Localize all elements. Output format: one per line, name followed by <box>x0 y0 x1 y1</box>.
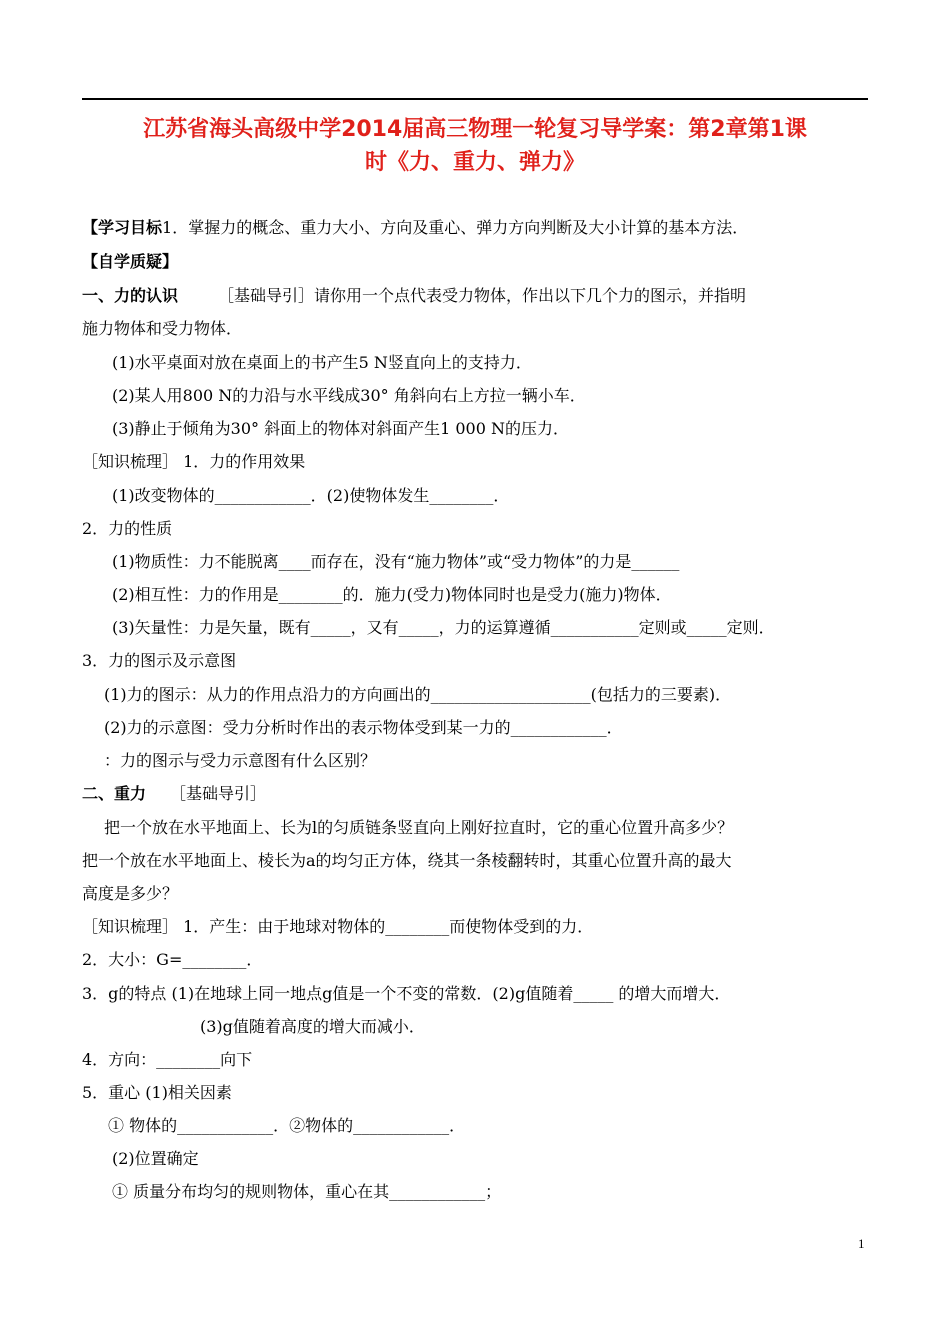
gravity-3b: (3)g值随着高度的增大而减小． <box>200 1017 425 1036</box>
gravity-1: ［知识梳理］ 1．产生：由于地球对物体的________而使物体受到的力． <box>82 917 594 936</box>
knowledge-2-item3: (3)矢量性：力是矢量，既有_____，又有_____，力的运算遵循___________定则或_____定则． <box>112 618 775 637</box>
knowledge-3-question: ：力的图示与受力示意图有什么区别？ <box>104 751 377 770</box>
header-rule <box>82 98 868 100</box>
document-title-line1: 江苏省海头高级中学2014届高三物理一轮复习导学案：第2章第1课 <box>143 117 807 142</box>
gravity-5c: ① 质量分布均匀的规则物体，重心在其____________； <box>112 1182 502 1201</box>
sec2-tag: ［基础导引］ <box>170 784 267 803</box>
knowledge-2-item2: (2)相互性：力的作用是________的．施力(受力)物体同时也是受力(施力)物体． <box>112 585 672 604</box>
knowledge-2: 2．力的性质 <box>82 519 173 538</box>
goal-label: 【学习目标 <box>82 218 163 237</box>
gravity-5a: ① 物体的____________．②物体的____________． <box>108 1116 466 1135</box>
sec2-paragraph-2: 把一个放在水平地面上、棱长为a的均匀正方体，绕其一条棱翻转时，其重心位置升高的最大 <box>82 851 732 870</box>
sec1-intro2: 施力物体和受力物体． <box>82 319 243 338</box>
sec2-heading: 二、重力 <box>82 784 147 803</box>
sec1-item3: (3)静止于倾角为30° 斜面上的物体对斜面产生1 000 N的压力． <box>112 419 570 438</box>
sec2-paragraph-1: 把一个放在水平地面上、长为l的匀质链条竖直向上刚好拉直时，它的重心位置升高多少？ <box>104 818 734 837</box>
gravity-5b: (2)位置确定 <box>112 1149 199 1168</box>
document-title-line2: 时《力、重力、弹力》 <box>364 150 585 175</box>
knowledge-3: 3．力的图示及示意图 <box>82 651 237 670</box>
page-number: 1 <box>858 1236 865 1251</box>
knowledge-1: ［知识梳理］ 1．力的作用效果 <box>82 452 306 471</box>
knowledge-3-item2: (2)力的示意图：受力分析时作出的表示物体受到某一力的____________． <box>104 718 623 737</box>
gravity-3: 3．g的特点 (1)在地球上同一地点g值是一个不变的常数．(2)g值随着_____ 的增大而增大． <box>82 984 731 1003</box>
sec1-line <box>82 285 746 307</box>
knowledge-1-items: (1)改变物体的____________．(2)使物体发生________． <box>112 486 510 505</box>
sec1-item1: (1)水平桌面对放在桌面上的书产生5 N竖直向上的支持力． <box>112 353 532 372</box>
selfstudy-label: 【自学质疑】 <box>82 252 179 271</box>
gravity-4: 4．方向：________向下 <box>82 1050 253 1069</box>
knowledge-2-item1: (1)物质性：力不能脱离____而存在，没有“施力物体”或“受力物体”的力是______ <box>112 552 680 571</box>
gravity-5: 5．重心 (1)相关因素 <box>82 1083 232 1102</box>
learning-goal <box>82 217 748 239</box>
knowledge-3-item1: (1)力的图示：从力的作用点沿力的方向画出的____________________(包括力的三要素)． <box>104 685 732 704</box>
sec2-paragraph-3: 高度是多少？ <box>82 884 179 903</box>
sec1-item2: (2)某人用800 N的力沿与水平线成30° 角斜向右上方拉一辆小车． <box>112 386 586 405</box>
sec2-line <box>82 783 266 805</box>
goal-text: 1．掌握力的概念、重力大小、方向及重心、弹力方向判断及大小计算的基本方法． <box>162 218 749 237</box>
sec1-heading: 一、力的认识 <box>82 286 179 305</box>
gravity-2: 2．大小：G=________． <box>82 950 263 969</box>
sec1-intro: ［基础导引］请你用一个点代表受力物体，作出以下几个力的图示，并指明 <box>218 286 747 305</box>
